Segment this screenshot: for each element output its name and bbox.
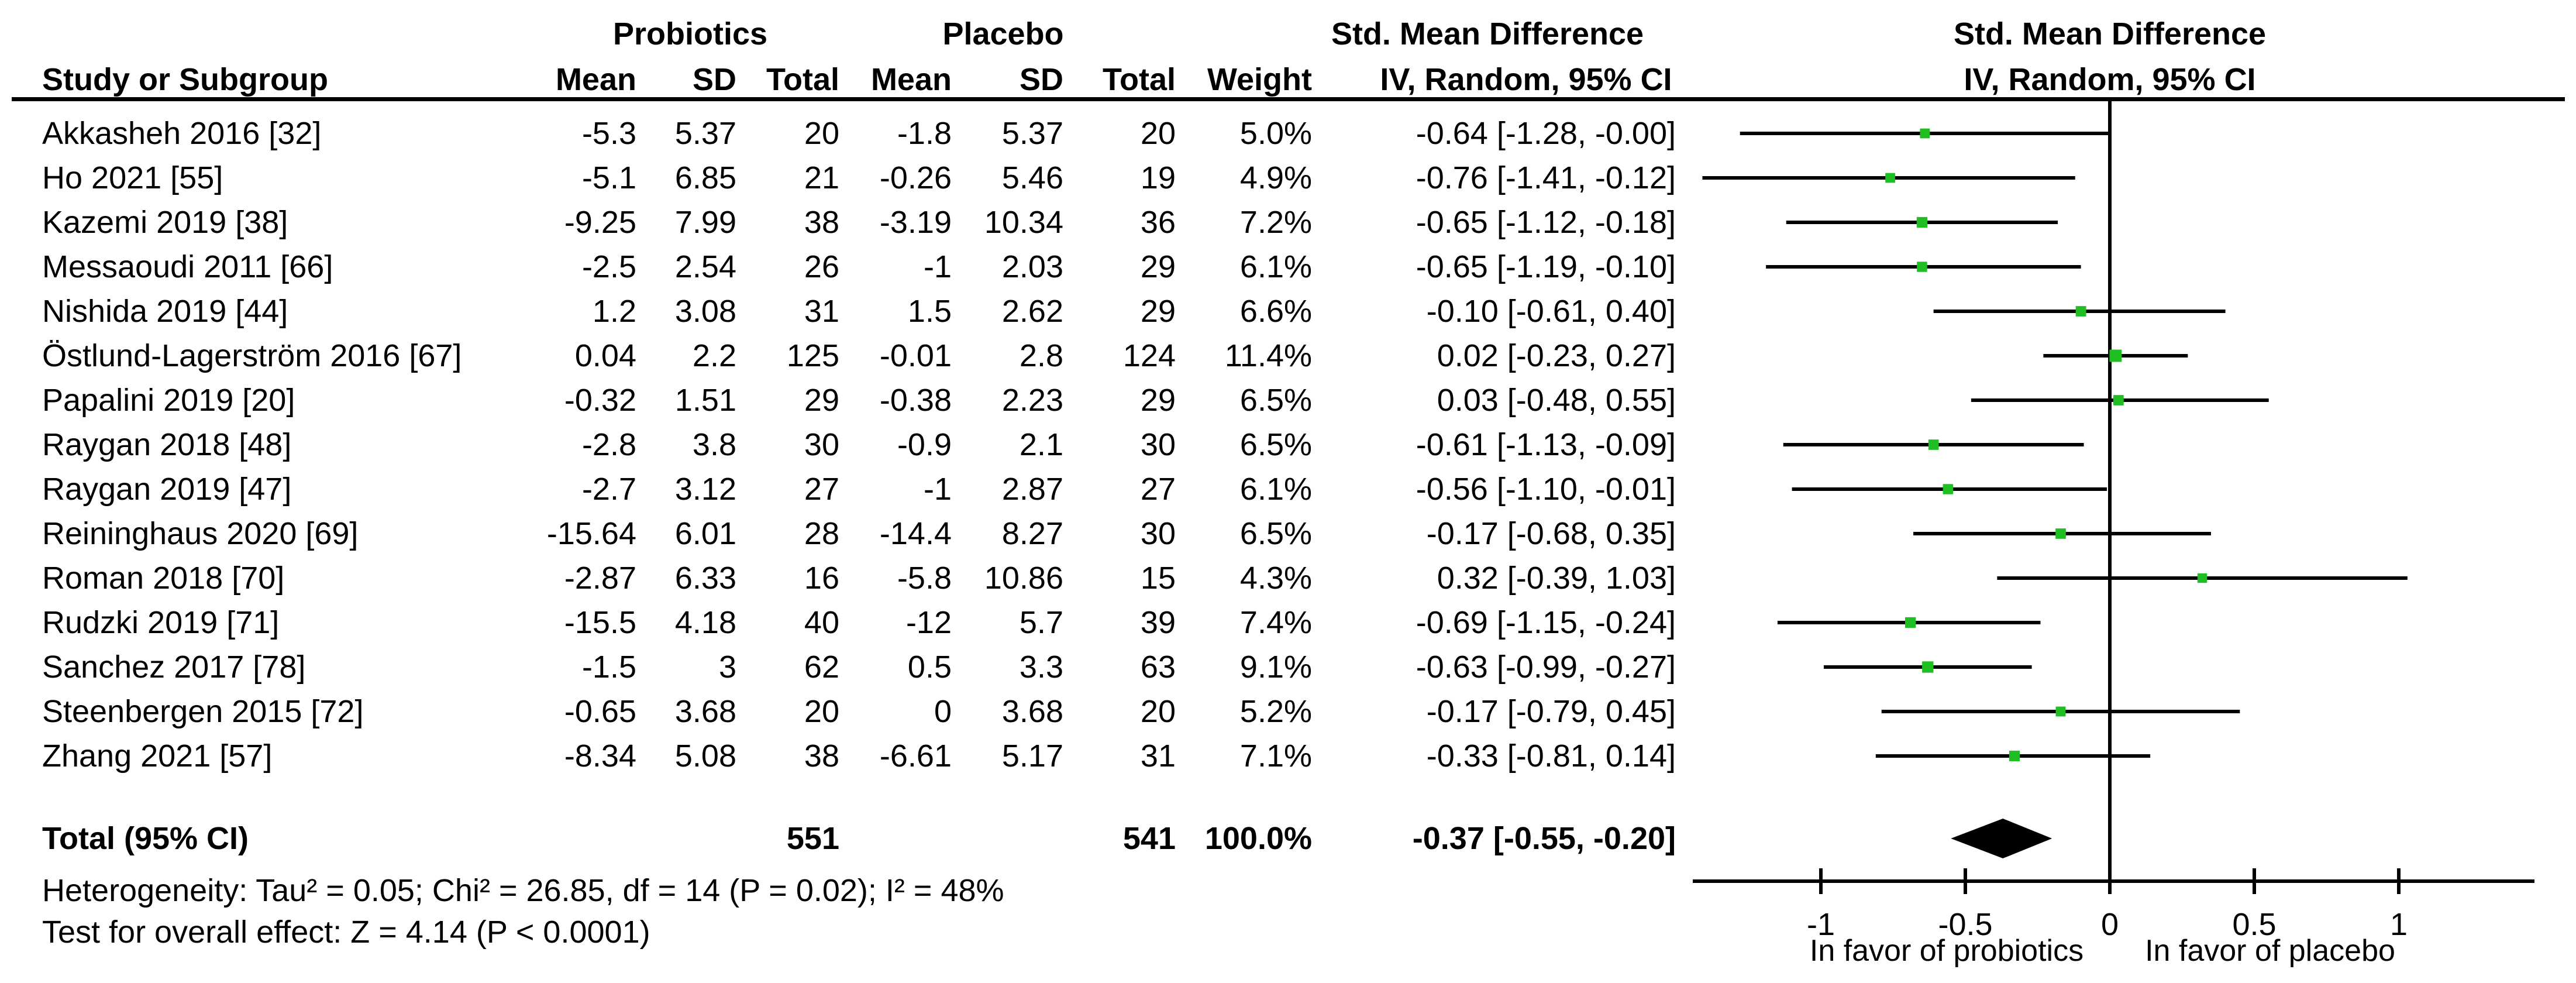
- x-axis-tick: [2108, 868, 2112, 894]
- smd-ci-text: -0.61 [-1.13, -0.09]: [1416, 427, 1676, 462]
- plac-total: 15: [1140, 561, 1176, 596]
- column-header-prob-mean: Mean: [555, 62, 636, 97]
- prob-sd: 7.99: [674, 205, 736, 240]
- smd-ci-text: 0.03 [-0.48, 0.55]: [1437, 383, 1676, 418]
- prob-total: 38: [804, 738, 839, 774]
- x-axis-tick: [1964, 868, 1967, 894]
- overall-effect-text: Test for overall effect: Z = 4.14 (P < 0.0001): [42, 915, 650, 950]
- smd-ci-text: -0.10 [-0.61, 0.40]: [1426, 294, 1676, 329]
- smd-ci-text: -0.65 [-1.12, -0.18]: [1416, 205, 1676, 240]
- x-axis-tick-label: 0.5: [2232, 907, 2277, 942]
- effect-square: [1928, 439, 1939, 450]
- weight: 7.4%: [1239, 605, 1312, 640]
- effect-square: [2009, 751, 2020, 761]
- study-name: Steenbergen 2015 [72]: [42, 694, 364, 729]
- plac-total: 29: [1140, 383, 1176, 418]
- plac-sd: 5.17: [1001, 738, 1063, 774]
- prob-sd: 3.8: [692, 427, 736, 462]
- x-axis-line: [1693, 879, 2534, 883]
- plac-sd: 2.1: [1019, 427, 1063, 462]
- prob-mean: 0.04: [574, 338, 636, 373]
- plac-total: 124: [1122, 338, 1176, 373]
- total-weight: 100.0%: [1204, 821, 1312, 856]
- plac-mean: -0.9: [897, 427, 952, 462]
- study-name: Kazemi 2019 [38]: [42, 205, 288, 240]
- prob-sd: 2.2: [692, 338, 736, 373]
- prob-total: 38: [804, 205, 839, 240]
- prob-sd: 3.12: [674, 472, 736, 507]
- smd-ci-text: -0.33 [-0.81, 0.14]: [1426, 738, 1676, 774]
- prob-mean: -2.7: [581, 472, 636, 507]
- prob-mean: -2.8: [581, 427, 636, 462]
- weight: 6.5%: [1239, 427, 1312, 462]
- prob-sd: 3.08: [674, 294, 736, 329]
- plac-mean: 1.5: [907, 294, 952, 329]
- prob-total: 26: [804, 249, 839, 284]
- weight: 6.5%: [1239, 516, 1312, 551]
- study-name: Sanchez 2017 [78]: [42, 649, 306, 685]
- prob-mean: -15.64: [546, 516, 636, 551]
- prob-mean: -5.3: [581, 116, 636, 151]
- prob-total: 125: [786, 338, 839, 373]
- weight: 6.1%: [1239, 472, 1312, 507]
- smd-ci-text: 0.02 [-0.23, 0.27]: [1437, 338, 1676, 373]
- plac-mean: -6.61: [879, 738, 952, 774]
- study-name: Ho 2021 [55]: [42, 160, 223, 195]
- study-name: Messaoudi 2011 [66]: [42, 249, 333, 284]
- plac-sd: 10.86: [984, 561, 1063, 596]
- plac-mean: 0.5: [907, 649, 952, 685]
- group-header-smd-table: Std. Mean Difference: [1331, 16, 1644, 51]
- smd-ci-text: -0.17 [-0.68, 0.35]: [1426, 516, 1676, 551]
- prob-mean: -9.25: [564, 205, 636, 240]
- effect-square: [2055, 528, 2066, 539]
- plac-mean: -0.01: [879, 338, 952, 373]
- x-axis-tick: [2397, 868, 2401, 894]
- total-smd-ci-text: -0.37 [-0.55, -0.20]: [1412, 821, 1676, 856]
- study-name: Rudzki 2019 [71]: [42, 605, 280, 640]
- study-name: Akkasheh 2016 [32]: [42, 116, 322, 151]
- prob-mean: 1.2: [592, 294, 636, 329]
- smd-ci-text: -0.63 [-0.99, -0.27]: [1416, 649, 1676, 685]
- prob-mean: -0.32: [564, 383, 636, 418]
- plac-total: 63: [1140, 649, 1176, 685]
- prob-total: 27: [804, 472, 839, 507]
- plac-sd: 5.46: [1001, 160, 1063, 195]
- prob-mean: -1.5: [581, 649, 636, 685]
- prob-total: 20: [804, 694, 839, 729]
- prob-sd: 2.54: [674, 249, 736, 284]
- plac-mean: -5.8: [897, 561, 952, 596]
- plac-sd: 3.68: [1001, 694, 1063, 729]
- plac-sd: 2.62: [1001, 294, 1063, 329]
- x-axis-tick-label: 1: [2389, 907, 2408, 942]
- column-header-prob-sd: SD: [692, 62, 736, 97]
- effect-square: [2198, 573, 2207, 583]
- plac-total: 36: [1140, 205, 1176, 240]
- plac-total: 39: [1140, 605, 1176, 640]
- study-name: Reininghaus 2020 [69]: [42, 516, 359, 551]
- prob-mean: -2.5: [581, 249, 636, 284]
- x-axis-tick-label: -0.5: [1938, 907, 1993, 942]
- zero-reference-line: [2108, 101, 2112, 881]
- column-header-plac-total: Total: [1103, 62, 1176, 97]
- prob-total: 30: [804, 427, 839, 462]
- prob-total: 40: [804, 605, 839, 640]
- smd-ci-text: -0.56 [-1.10, -0.01]: [1416, 472, 1676, 507]
- study-name: Östlund-Lagerström 2016 [67]: [42, 338, 462, 373]
- effect-square: [2076, 306, 2086, 317]
- plac-total: 30: [1140, 427, 1176, 462]
- prob-sd: 6.01: [674, 516, 736, 551]
- plac-sd: 5.7: [1019, 605, 1063, 640]
- total-plac-total: 541: [1122, 821, 1176, 856]
- prob-total: 29: [804, 383, 839, 418]
- effect-square: [1920, 129, 1930, 139]
- prob-sd: 5.08: [674, 738, 736, 774]
- heterogeneity-text: Heterogeneity: Tau² = 0.05; Chi² = 26.85, df = 14 (P = 0.02); I² = 48%: [42, 873, 1004, 908]
- smd-ci-text: -0.76 [-1.41, -0.12]: [1416, 160, 1676, 195]
- effect-square: [2113, 395, 2124, 405]
- prob-total: 20: [804, 116, 839, 151]
- prob-mean: -8.34: [564, 738, 636, 774]
- weight: 5.2%: [1239, 694, 1312, 729]
- x-axis-tick-label: 0: [2100, 907, 2119, 942]
- column-header-plac-sd: SD: [1019, 62, 1063, 97]
- weight: 5.0%: [1239, 116, 1312, 151]
- prob-total: 62: [804, 649, 839, 685]
- prob-sd: 3.68: [674, 694, 736, 729]
- plac-sd: 2.8: [1019, 338, 1063, 373]
- weight: 6.5%: [1239, 383, 1312, 418]
- plac-mean: 0: [934, 694, 952, 729]
- plac-sd: 2.03: [1001, 249, 1063, 284]
- study-name: Raygan 2018 [48]: [42, 427, 292, 462]
- study-name: Roman 2018 [70]: [42, 561, 285, 596]
- prob-mean: -0.65: [564, 694, 636, 729]
- plac-total: 20: [1140, 694, 1176, 729]
- weight: 7.2%: [1239, 205, 1312, 240]
- plac-total: 30: [1140, 516, 1176, 551]
- plac-mean: -1: [923, 249, 952, 284]
- plac-total: 29: [1140, 249, 1176, 284]
- x-axis-tick: [2253, 868, 2256, 894]
- column-header-plac-mean: Mean: [870, 62, 952, 97]
- effect-square: [1905, 617, 1916, 628]
- prob-sd: 3: [718, 649, 736, 685]
- prob-sd: 4.18: [674, 605, 736, 640]
- group-header-placebo: Placebo: [942, 16, 1064, 51]
- smd-ci-text: -0.17 [-0.79, 0.45]: [1426, 694, 1676, 729]
- plac-mean: -3.19: [879, 205, 952, 240]
- effect-square: [1885, 173, 1895, 183]
- favor-left-label: In favor of probiotics: [1809, 934, 2084, 968]
- study-name: Nishida 2019 [44]: [42, 294, 288, 329]
- plac-total: 31: [1140, 738, 1176, 774]
- weight: 6.1%: [1239, 249, 1312, 284]
- x-axis-tick-label: -1: [1806, 907, 1835, 942]
- group-header-smd-plot: Std. Mean Difference: [1953, 16, 2267, 51]
- prob-total: 28: [804, 516, 839, 551]
- plac-total: 20: [1140, 116, 1176, 151]
- prob-sd: 6.85: [674, 160, 736, 195]
- column-header-weight: Weight: [1207, 62, 1312, 97]
- weight: 11.4%: [1224, 338, 1312, 373]
- study-name: Raygan 2019 [47]: [42, 472, 292, 507]
- prob-sd: 6.33: [674, 561, 736, 596]
- column-header-prob-total: Total: [766, 62, 839, 97]
- prob-total: 21: [804, 160, 839, 195]
- plac-mean: -1.8: [897, 116, 952, 151]
- column-header-ci-plot: IV, Random, 95% CI: [1964, 62, 2256, 97]
- group-header-probiotics: Probiotics: [612, 16, 768, 51]
- effect-square: [1922, 661, 1933, 672]
- prob-sd: 1.51: [674, 383, 736, 418]
- pooled-effect-diamond: [1951, 819, 2052, 858]
- effect-square: [1943, 484, 1953, 494]
- weight: 9.1%: [1239, 649, 1312, 685]
- column-header-ci-table: IV, Random, 95% CI: [1380, 62, 1672, 97]
- plac-mean: -1: [923, 472, 952, 507]
- plac-mean: -0.26: [879, 160, 952, 195]
- prob-mean: -5.1: [581, 160, 636, 195]
- smd-ci-text: -0.69 [-1.15, -0.24]: [1416, 605, 1676, 640]
- total-label: Total (95% CI): [42, 821, 249, 856]
- prob-sd: 5.37: [674, 116, 736, 151]
- plac-total: 27: [1140, 472, 1176, 507]
- smd-ci-text: 0.32 [-0.39, 1.03]: [1437, 561, 1676, 596]
- plac-sd: 2.23: [1001, 383, 1063, 418]
- plac-sd: 10.34: [984, 205, 1063, 240]
- study-name: Papalini 2019 [20]: [42, 383, 295, 418]
- study-name: Zhang 2021 [57]: [42, 738, 273, 774]
- prob-total: 31: [804, 294, 839, 329]
- plac-sd: 8.27: [1001, 516, 1063, 551]
- weight: 4.3%: [1239, 561, 1312, 596]
- plac-total: 29: [1140, 294, 1176, 329]
- smd-ci-text: -0.65 [-1.19, -0.10]: [1416, 249, 1676, 284]
- effect-square: [1917, 262, 1927, 271]
- plac-sd: 2.87: [1001, 472, 1063, 507]
- weight: 7.1%: [1239, 738, 1312, 774]
- effect-square: [1917, 217, 1927, 228]
- plac-total: 19: [1140, 160, 1176, 195]
- total-prob-total: 551: [786, 821, 839, 856]
- prob-mean: -2.87: [564, 561, 636, 596]
- plac-sd: 5.37: [1001, 116, 1063, 151]
- weight: 6.6%: [1239, 294, 1312, 329]
- smd-ci-text: -0.64 [-1.28, -0.00]: [1416, 116, 1676, 151]
- column-header-study: Study or Subgroup: [42, 62, 328, 97]
- prob-total: 16: [804, 561, 839, 596]
- plac-mean: -12: [905, 605, 952, 640]
- favor-right-label: In favor of placebo: [2145, 934, 2395, 968]
- prob-mean: -15.5: [564, 605, 636, 640]
- plac-mean: -0.38: [879, 383, 952, 418]
- effect-square: [2056, 707, 2066, 717]
- x-axis-tick: [1819, 868, 1823, 894]
- plac-mean: -14.4: [879, 516, 952, 551]
- weight: 4.9%: [1239, 160, 1312, 195]
- plac-sd: 3.3: [1019, 649, 1063, 685]
- effect-square: [2109, 350, 2122, 362]
